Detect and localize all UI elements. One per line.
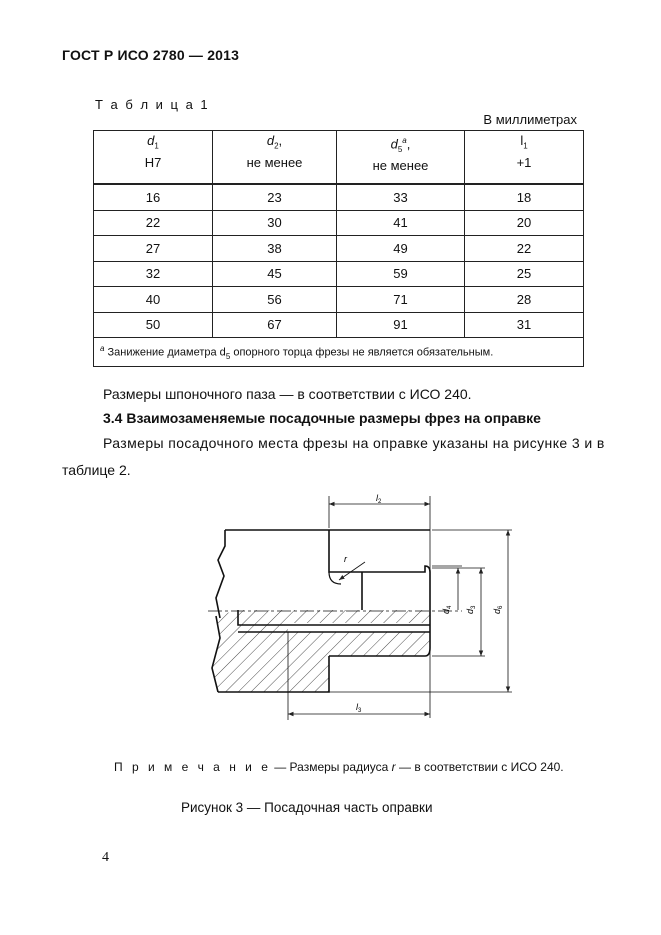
table-cell: 59 xyxy=(337,261,465,287)
keyway-paragraph: Размеры шпоночного паза — в соответствии с ИСО 240. xyxy=(103,386,472,402)
table-cell: 30 xyxy=(213,210,337,236)
table-header-row xyxy=(94,131,584,185)
table-cell: 41 xyxy=(337,210,465,236)
page-number: 4 xyxy=(102,850,109,865)
table-cell: 33 xyxy=(337,184,465,210)
table-row xyxy=(94,287,584,313)
table-cell: 28 xyxy=(465,287,584,313)
table-cell: 18 xyxy=(465,184,584,210)
table-row xyxy=(94,312,584,338)
column-header-d5: $d_5^a$, не менее xyxy=(337,131,465,185)
fit-paragraph-line1: Размеры посадочного места фрезы на оправке указаны на рисунке 3 и в xyxy=(103,435,605,451)
table-cell: 40 xyxy=(94,287,213,313)
table-cell: 49 xyxy=(337,236,465,262)
table-row xyxy=(94,210,584,236)
column-header-d1: $d_1$ H7 xyxy=(94,131,213,185)
table-cell: 22 xyxy=(465,236,584,262)
radius-callout xyxy=(329,562,365,584)
table-row xyxy=(94,184,584,210)
figure-caption: Рисунок 3 — Посадочная часть оправки xyxy=(181,800,433,815)
label-d3: $d_3$ xyxy=(465,605,477,614)
table-row xyxy=(94,236,584,262)
table-cell: 56 xyxy=(213,287,337,313)
table-cell: 91 xyxy=(337,312,465,338)
table-cell: 71 xyxy=(337,287,465,313)
table-cell: 20 xyxy=(465,210,584,236)
label-r: r xyxy=(344,554,347,564)
label-d6: $d_6$ xyxy=(492,605,504,614)
label-l2: $l_2$ xyxy=(376,493,382,505)
table-footnote-row xyxy=(94,338,584,367)
table-cell: 25 xyxy=(465,261,584,287)
label-l3: $l_3$ xyxy=(356,702,362,714)
fit-paragraph-line2: таблице 2. xyxy=(62,462,131,478)
column-header-d2: $d_2$, не менее xyxy=(213,131,337,185)
section-heading: 3.4 Взаимозаменяемые посадочные размеры фрез на оправке xyxy=(103,410,541,426)
table-cell: 16 xyxy=(94,184,213,210)
table-units: В миллиметрах xyxy=(483,112,577,127)
dimensions-table xyxy=(93,130,584,367)
table-cell: 45 xyxy=(213,261,337,287)
table-cell: 50 xyxy=(94,312,213,338)
table-cell: 67 xyxy=(213,312,337,338)
arbor-drawing xyxy=(200,488,530,728)
table-row xyxy=(94,261,584,287)
column-header-l1: $l_1$ +1 xyxy=(465,131,584,185)
table-cell: 32 xyxy=(94,261,213,287)
table-cell: 27 xyxy=(94,236,213,262)
table-cell: 31 xyxy=(465,312,584,338)
label-d4: $d_4$ xyxy=(441,605,453,614)
table-cell: 22 xyxy=(94,210,213,236)
figure-note: П р и м е ч а н и е — Размеры радиуса r — в соответствии с ИСО 240. xyxy=(114,760,564,774)
table-cell: 38 xyxy=(213,236,337,262)
table-footnote: $^a$ Занижение диаметра $d_5$ опорного торца фрезы не является обязательным. xyxy=(94,338,584,367)
table-cell: 23 xyxy=(213,184,337,210)
table-caption: Т а б л и ц а 1 xyxy=(95,97,210,112)
standard-header: ГОСТ Р ИСО 2780 — 2013 xyxy=(62,47,240,63)
section-hatch xyxy=(212,610,430,692)
